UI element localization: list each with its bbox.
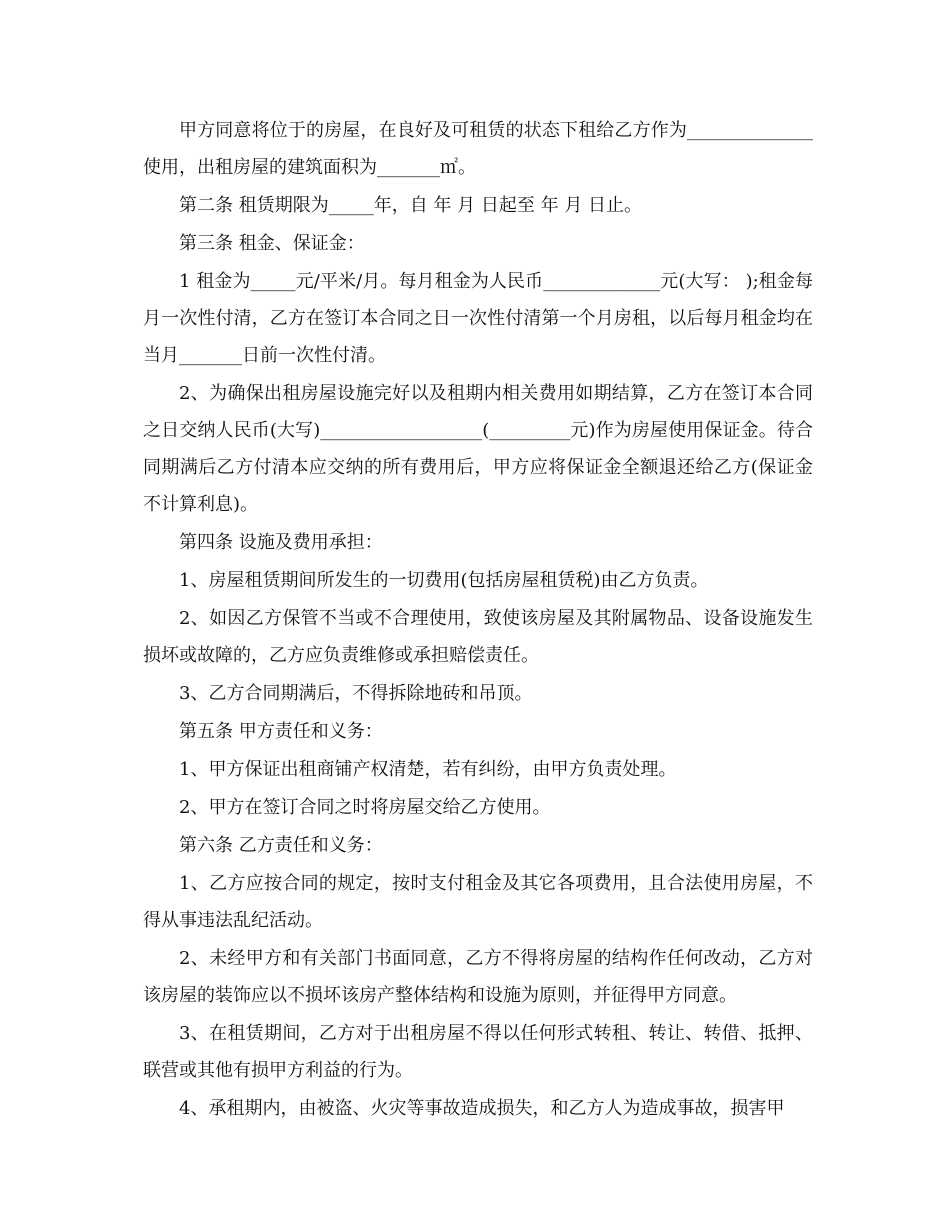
paragraph-article-2-term: 第二条 租赁期限为_____年，自 年 月 日起至 年 月 日止。 [179, 195, 643, 216]
heading-article-4: 第四条 设施及费用承担： [179, 532, 383, 553]
heading-article-5: 第五条 甲方责任和义务： [179, 721, 383, 742]
paragraph-premises: 甲方同意将位于的房屋，在良好及可租赁的状态下租给乙方作为______________使用，出租房屋的建筑面积为_______㎡。 [143, 120, 813, 178]
paragraph-lessor-title: 1、甲方保证出租商铺产权清楚，若有纠纷，由甲方负责处理。 [179, 759, 677, 780]
heading-article-6: 第六条 乙方责任和义务： [179, 835, 383, 856]
paragraph-damage: 2、如因乙方保管不当或不合理使用，致使该房屋及其附属物品、设备设施发生损坏或故障的，乙方应负责维修或承担赔偿责任。 [143, 608, 813, 666]
heading-article-3: 第三条 租金、保证金： [179, 233, 365, 254]
paragraph-fixtures: 3、乙方合同期满后，不得拆除地砖和吊顶。 [179, 683, 533, 704]
paragraph-rent: 1 租金为_____元/平米/月。每月租金为人民币_____________元(大写： );租金每月一次性付清，乙方在签订本合同之日一次性付清第一个月房租，以后每月租金均在当月_______日前一次性付清。 [143, 271, 813, 366]
document-body [143, 112, 813, 1128]
paragraph-lessee-sublet: 3、在租赁期间，乙方对于出租房屋不得以任何形式转租、转让、转借、抵押、联营或其他有损甲方利益的行为。 [143, 1023, 813, 1081]
paragraph-lessee-structure: 2、未经甲方和有关部门书面同意，乙方不得将房屋的结构作任何改动，乙方对该房屋的装饰应以不损坏该房产整体结构和设施为原则，并征得甲方同意。 [143, 948, 813, 1006]
paragraph-lessor-handover: 2、甲方在签订合同之时将房屋交给乙方使用。 [179, 797, 551, 818]
paragraph-lessee-loss: 4、承租期内，由被盗、火灾等事故造成损失，和乙方人为造成事故，损害甲 [179, 1098, 785, 1119]
paragraph-lessee-payment: 1、乙方应按合同的规定，按时支付租金及其它各项费用，且合法使用房屋，不得从事违法乱纪活动。 [143, 873, 813, 931]
paragraph-fees: 1、房屋租赁期间所发生的一切费用(包括房屋租赁税)由乙方负责。 [179, 570, 709, 591]
paragraph-deposit: 2、为确保出租房屋设施完好以及租期内相关费用如期结算，乙方在签订本合同之日交纳人民币(大写)__________________(_________元)作为房屋使用保证金。待合同期满后乙方付清本应交纳的所有费用后，甲方应将保证金全额退还给乙方(保证金不计算利息)。 [143, 383, 813, 515]
